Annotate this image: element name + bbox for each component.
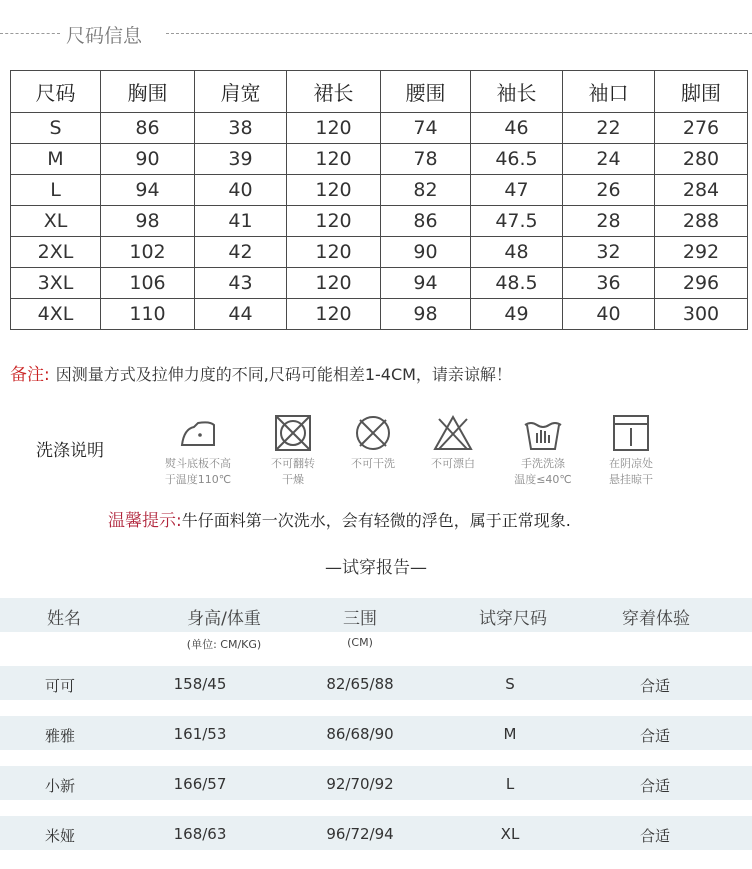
table-cell: 98 (381, 299, 471, 330)
report-cell: 168/63 (173, 825, 227, 843)
care-item-shade-dry (583, 413, 679, 488)
table-cell: 102 (101, 237, 195, 268)
table-cell: 43 (195, 268, 287, 299)
report-cell: 161/53 (173, 725, 227, 743)
report-cell: 86/68/90 (326, 725, 394, 743)
table-cell: 78 (381, 144, 471, 175)
table-cell: 4XL (11, 299, 101, 330)
report-title: —试穿报告— (325, 558, 427, 578)
report-header-cell: 姓名 (47, 609, 81, 629)
table-cell: M (11, 144, 101, 175)
report-cell: 可可 (44, 677, 75, 695)
section-header (0, 18, 752, 48)
size-table-header-cell: 肩宽 (195, 71, 287, 113)
table-cell: 46 (471, 113, 563, 144)
care-item-no-bleach (405, 413, 501, 472)
table-cell: 120 (287, 144, 381, 175)
table-cell: 90 (101, 144, 195, 175)
size-table-header-cell: 裙长 (287, 71, 381, 113)
report-cell: 合适 (639, 727, 670, 745)
table-cell: 46.5 (471, 144, 563, 175)
report-cell: L (505, 775, 515, 793)
table-cell: 48 (471, 237, 563, 268)
report-cell: M (503, 725, 517, 743)
table-cell: 42 (195, 237, 287, 268)
hand-wash-icon (521, 413, 565, 453)
table-cell: XL (11, 206, 101, 237)
table-cell: 280 (655, 144, 748, 175)
size-table-header-cell: 脚围 (655, 71, 748, 113)
table-cell: 120 (287, 299, 381, 330)
size-table (10, 70, 748, 330)
table-row (11, 268, 748, 299)
table-cell: 120 (287, 175, 381, 206)
care-caption: 不可干洗 (351, 457, 395, 470)
table-cell: 106 (101, 268, 195, 299)
table-cell: 94 (101, 175, 195, 206)
report-header-cell: 试穿尺码 (479, 609, 547, 629)
report-header-cell: 身高/体重 (187, 609, 261, 629)
report-header-cell: 三围 (343, 609, 377, 629)
report-cell: 米娅 (44, 827, 75, 845)
table-cell: 32 (563, 237, 655, 268)
table-cell: 38 (195, 113, 287, 144)
table-cell: 90 (381, 237, 471, 268)
table-row (11, 299, 748, 330)
no-tumble-dry-icon (271, 413, 315, 453)
table-cell: 49 (471, 299, 563, 330)
size-table-header-cell: 腰围 (381, 71, 471, 113)
report-cell: 92/70/92 (326, 775, 394, 793)
table-cell: 110 (101, 299, 195, 330)
table-cell: 44 (195, 299, 287, 330)
care-item-hand-wash (495, 413, 591, 488)
table-row (11, 237, 748, 268)
table-cell: 41 (195, 206, 287, 237)
report-cell: 158/45 (173, 675, 227, 693)
table-cell: 120 (287, 237, 381, 268)
table-cell: 28 (563, 206, 655, 237)
table-cell: 296 (655, 268, 748, 299)
shade-dry-icon (609, 413, 653, 453)
table-row (11, 144, 748, 175)
size-table-header-cell: 袖长 (471, 71, 563, 113)
table-cell: 24 (563, 144, 655, 175)
care-caption: 在阴凉处 (609, 457, 653, 470)
care-caption: 不可漂白 (431, 457, 475, 470)
report-cell: XL (500, 825, 520, 843)
table-cell: 22 (563, 113, 655, 144)
care-caption: 熨斗底板不高 (165, 457, 231, 470)
table-cell: 284 (655, 175, 748, 206)
report-cell: 合适 (639, 677, 670, 695)
report-cell: 小新 (44, 777, 75, 795)
report-cell: 166/57 (173, 775, 227, 793)
washing-title: 洗涤说明 (36, 441, 104, 461)
care-caption: 于温度110℃ (164, 473, 232, 486)
table-cell: 40 (195, 175, 287, 206)
table-cell: 74 (381, 113, 471, 144)
table-cell: 120 (287, 206, 381, 237)
table-cell: 86 (381, 206, 471, 237)
size-table-header-cell: 尺码 (11, 71, 101, 113)
table-cell: S (11, 113, 101, 144)
table-cell: 2XL (11, 237, 101, 268)
size-note (10, 360, 512, 385)
size-table-header-cell: 袖口 (563, 71, 655, 113)
report-cell: 合适 (639, 777, 670, 795)
table-cell: L (11, 175, 101, 206)
table-cell: 3XL (11, 268, 101, 299)
table-cell: 292 (655, 237, 748, 268)
tip-label: 温馨提示: (108, 511, 182, 531)
report-cell: 雅雅 (44, 727, 75, 745)
table-cell: 47 (471, 175, 563, 206)
table-cell: 82 (381, 175, 471, 206)
table-cell: 276 (655, 113, 748, 144)
tip-text: 牛仔面料第一次洗水，会有轻微的浮色，属于正常现象. (181, 511, 571, 530)
no-dry-clean-icon (351, 413, 395, 453)
report-cell: S (505, 675, 515, 693)
iron-icon (176, 413, 220, 453)
table-cell: 48.5 (471, 268, 563, 299)
report-cell: 96/72/94 (326, 825, 394, 843)
table-cell: 120 (287, 268, 381, 299)
warm-tip (108, 506, 571, 531)
table-cell: 94 (381, 268, 471, 299)
table-cell: 86 (101, 113, 195, 144)
table-cell: 300 (655, 299, 748, 330)
table-cell: 36 (563, 268, 655, 299)
report-cell: 合适 (639, 827, 670, 845)
table-cell: 40 (563, 299, 655, 330)
table-row (11, 113, 748, 144)
size-table-header (11, 71, 748, 113)
care-caption: 温度≤40℃ (514, 473, 572, 486)
note-label: 备注: (10, 365, 50, 385)
report-header-cell: 穿着体验 (622, 609, 690, 629)
table-cell: 47.5 (471, 206, 563, 237)
table-cell: 39 (195, 144, 287, 175)
care-caption: 手洗洗涤 (521, 457, 565, 470)
care-caption: 不可翻转 (271, 457, 315, 470)
table-cell: 288 (655, 206, 748, 237)
header-divider-right (166, 33, 752, 34)
unit-label: (单位: CM/KG) (186, 638, 262, 651)
size-table-header-cell: 胸围 (101, 71, 195, 113)
table-row (11, 175, 748, 206)
report-cell: 82/65/88 (326, 675, 394, 693)
table-cell: 98 (101, 206, 195, 237)
table-row (11, 206, 748, 237)
care-caption: 干燥 (282, 473, 304, 486)
note-text: 因测量方式及拉伸力度的不同,尺码可能相差1-4CM，请亲谅解！ (55, 365, 512, 384)
table-cell: 120 (287, 113, 381, 144)
care-caption: 悬挂晾干 (609, 473, 653, 486)
header-divider-left (0, 33, 60, 34)
table-cell: 26 (563, 175, 655, 206)
unit-label: (CM) (347, 636, 373, 649)
care-item-iron (150, 413, 246, 488)
section-title: 尺码信息 (66, 25, 143, 47)
no-bleach-icon (431, 413, 475, 453)
